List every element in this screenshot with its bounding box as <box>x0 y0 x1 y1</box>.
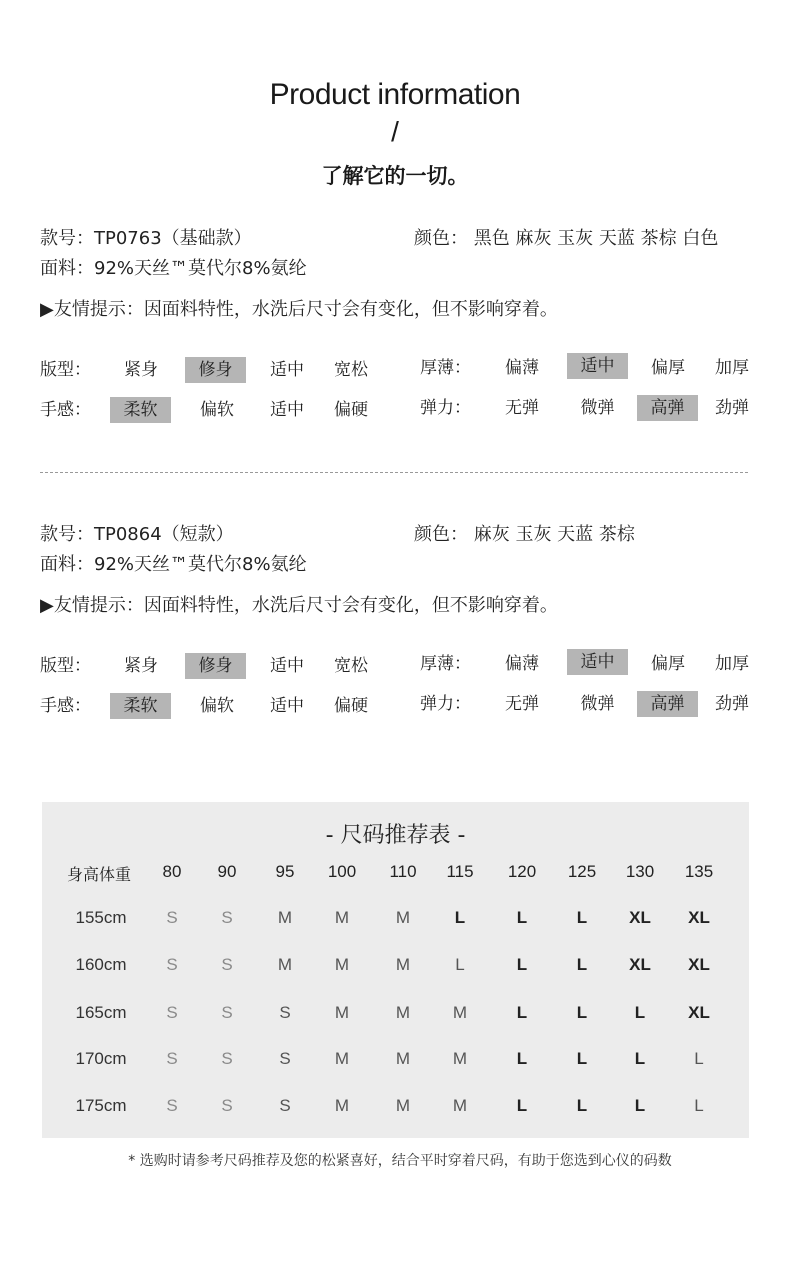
size-cell: S <box>221 1049 233 1068</box>
size-cell: M <box>452 1003 468 1022</box>
weight-header: 110 <box>389 862 417 881</box>
size-cell: M <box>334 955 350 974</box>
stretch-option: 无弹 <box>505 398 539 418</box>
color-list: 颜色： 黑色 麻灰 玉灰 天蓝 茶棕 白色 <box>414 228 719 249</box>
size-cell: M <box>277 955 293 974</box>
size-cell: S <box>221 1096 233 1115</box>
size-cell: S <box>166 908 178 927</box>
size-cell: S <box>221 955 233 974</box>
size-cell: S <box>166 1096 178 1115</box>
size-cell: L <box>634 1096 646 1115</box>
size-chart <box>42 802 749 1138</box>
fabric-info: 面料：92%天丝™莫代尔8%氨纶 <box>40 258 307 279</box>
hand-feel-option: 适中 <box>270 696 304 716</box>
size-cell: XL <box>688 908 710 927</box>
size-cell: M <box>395 908 411 927</box>
stretch-option: 劲弹 <box>715 694 749 714</box>
size-cell: XL <box>688 1003 710 1022</box>
fit-option: 适中 <box>270 360 304 380</box>
style-number: 款号：TP0763（基础款） <box>40 228 252 249</box>
size-cell: L <box>634 1049 646 1068</box>
hand-feel-option: 偏硬 <box>334 696 368 716</box>
care-tip: ▶友情提示：因面料特性，水洗后尺寸会有变化，但不影响穿着。 <box>40 595 558 616</box>
thickness-option-selected: 适中 <box>567 649 628 675</box>
thickness-option: 加厚 <box>715 358 749 378</box>
stretch-option: 劲弹 <box>715 398 749 418</box>
fit-option: 紧身 <box>124 360 158 380</box>
product-block-tp0763 <box>0 220 790 460</box>
fit-option: 适中 <box>270 656 304 676</box>
product-block-tp0864 <box>0 516 790 756</box>
fit-label: 版型： <box>40 360 91 380</box>
size-footnote: * 选购时请参考尺码推荐及您的松紧喜好，结合平时穿着尺码，有助于您选到心仪的码数 <box>128 1153 672 1169</box>
care-tip: ▶友情提示：因面料特性，水洗后尺寸会有变化，但不影响穿着。 <box>40 299 558 320</box>
size-cell: S <box>166 1049 178 1068</box>
size-cell: S <box>221 1003 233 1022</box>
size-cell: XL <box>629 955 651 974</box>
stretch-option: 微弹 <box>580 398 615 418</box>
stretch-option: 无弹 <box>505 694 539 714</box>
size-cell: L <box>516 1096 528 1115</box>
size-cell: L <box>516 908 528 927</box>
weight-header: 120 <box>507 862 537 881</box>
fit-option-selected: 修身 <box>185 357 246 383</box>
size-cell: M <box>395 1096 411 1115</box>
size-cell: M <box>395 955 411 974</box>
page-title: Product information <box>269 78 521 111</box>
weight-header: 100 <box>327 862 357 881</box>
thickness-option: 偏薄 <box>505 358 539 378</box>
weight-header: 125 <box>567 862 597 881</box>
weight-header: 130 <box>625 862 655 881</box>
fit-option: 紧身 <box>124 656 158 676</box>
thickness-option: 加厚 <box>715 654 749 674</box>
size-cell: L <box>576 1049 588 1068</box>
size-cell: L <box>516 1049 528 1068</box>
size-cell: S <box>279 1003 291 1022</box>
size-cell: M <box>395 1049 411 1068</box>
size-cell: XL <box>688 955 710 974</box>
title-separator: / <box>391 116 399 147</box>
stretch-option-selected: 高弹 <box>637 395 698 421</box>
weight-header: 115 <box>446 862 474 881</box>
weight-header: 135 <box>684 862 714 881</box>
size-cell: L <box>576 1096 588 1115</box>
size-cell: M <box>334 908 350 927</box>
thickness-option-selected: 适中 <box>567 353 628 379</box>
size-cell: S <box>166 1003 178 1022</box>
section-divider <box>40 472 748 473</box>
size-cell: M <box>277 908 293 927</box>
size-cell: S <box>221 908 233 927</box>
stretch-label: 弹力： <box>420 694 471 714</box>
style-number: 款号：TP0864（短款） <box>40 524 234 545</box>
size-chart-title: - 尺码推荐表 - <box>325 823 466 848</box>
height-label: 155cm <box>75 908 127 927</box>
height-label: 165cm <box>75 1003 127 1022</box>
size-cell: L <box>694 1049 704 1068</box>
thickness-option: 偏厚 <box>651 358 685 378</box>
height-label: 175cm <box>75 1096 127 1115</box>
size-cell: L <box>576 955 588 974</box>
weight-header: 90 <box>217 862 237 881</box>
size-cell: L <box>694 1096 704 1115</box>
size-cell: L <box>454 908 466 927</box>
size-chart-corner-label: 身高体重 <box>66 865 131 884</box>
hand-feel-option: 偏软 <box>200 400 234 420</box>
size-cell: M <box>334 1096 350 1115</box>
thickness-label: 厚薄： <box>420 654 471 674</box>
size-cell: XL <box>629 908 651 927</box>
size-cell: L <box>576 908 588 927</box>
size-cell: M <box>452 1096 468 1115</box>
stretch-label: 弹力： <box>420 398 471 418</box>
fit-label: 版型： <box>40 656 91 676</box>
size-cell: M <box>452 1049 468 1068</box>
hand-feel-option: 偏软 <box>200 696 234 716</box>
size-cell: S <box>166 955 178 974</box>
stretch-option: 微弹 <box>580 694 615 714</box>
size-cell: L <box>576 1003 588 1022</box>
hand-feel-option-selected: 柔软 <box>110 397 171 423</box>
hand-feel-label: 手感： <box>40 696 91 716</box>
stretch-option-selected: 高弹 <box>637 691 698 717</box>
thickness-option: 偏厚 <box>651 654 685 674</box>
size-cell: M <box>334 1049 350 1068</box>
size-cell: S <box>279 1096 291 1115</box>
color-list: 颜色： 麻灰 玉灰 天蓝 茶棕 <box>414 524 635 545</box>
fit-option-selected: 修身 <box>185 653 246 679</box>
hand-feel-option: 适中 <box>270 400 304 420</box>
fit-option: 宽松 <box>334 360 368 380</box>
size-cell: L <box>516 955 528 974</box>
size-cell: L <box>634 1003 646 1022</box>
hand-feel-option: 偏硬 <box>334 400 368 420</box>
size-cell: L <box>516 1003 528 1022</box>
size-cell: L <box>455 955 465 974</box>
weight-header: 80 <box>162 862 182 881</box>
fit-option: 宽松 <box>334 656 368 676</box>
thickness-option: 偏薄 <box>505 654 539 674</box>
height-label: 160cm <box>75 955 127 974</box>
hand-feel-label: 手感： <box>40 400 91 420</box>
page-subtitle: 了解它的一切。 <box>321 164 469 188</box>
thickness-label: 厚薄： <box>420 358 471 378</box>
size-cell: M <box>395 1003 411 1022</box>
hand-feel-option-selected: 柔软 <box>110 693 171 719</box>
size-cell: S <box>279 1049 291 1068</box>
height-label: 170cm <box>75 1049 127 1068</box>
fabric-info: 面料：92%天丝™莫代尔8%氨纶 <box>40 554 307 575</box>
weight-header: 95 <box>275 862 295 881</box>
size-cell: M <box>334 1003 350 1022</box>
